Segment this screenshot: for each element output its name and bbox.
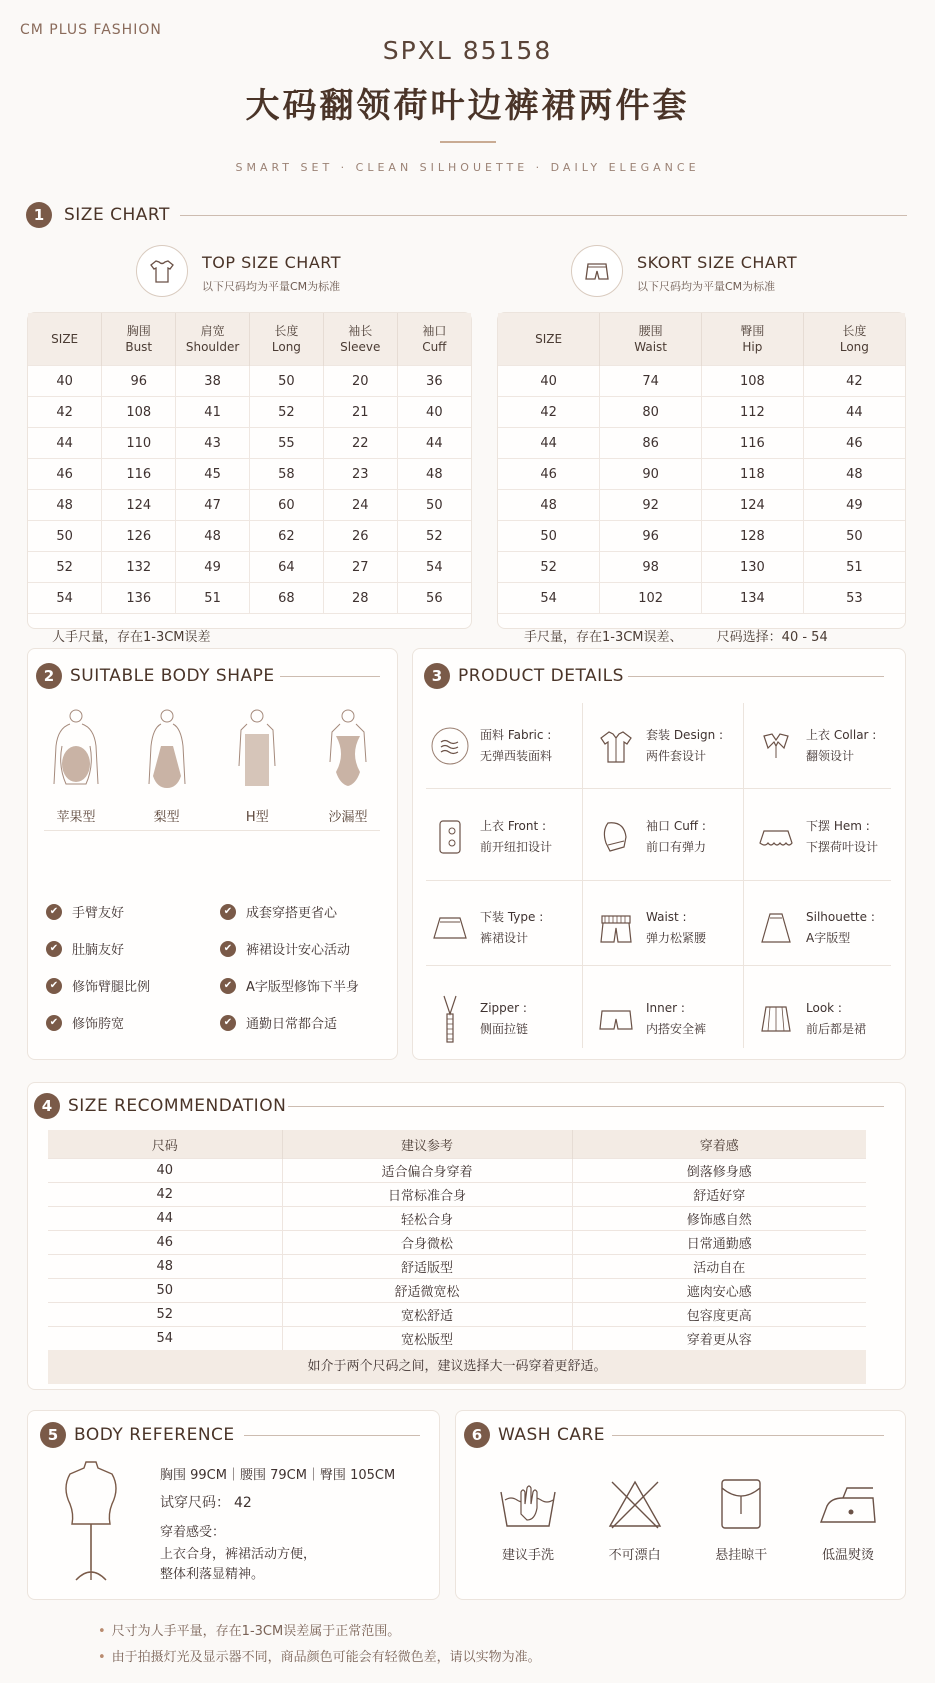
table-cell: 包容度更高: [572, 1303, 866, 1327]
h-body-icon: [225, 706, 289, 796]
table-cell: 130: [702, 552, 804, 583]
table-row: [28, 397, 471, 428]
shorts-icon: [571, 245, 623, 297]
table-cell: 54: [498, 583, 600, 614]
collar-icon: [756, 726, 796, 766]
table-cell: 遮肉安心感: [572, 1279, 866, 1303]
table-row: [498, 366, 905, 397]
body-shape-row: [44, 706, 380, 825]
table-cell: 64: [249, 552, 323, 583]
wash-care-row: [488, 1478, 888, 1563]
grid-divider: [743, 703, 744, 1048]
ruffle-hem-icon: [756, 817, 796, 857]
recommendation-table-wrap: [48, 1130, 866, 1384]
benefit-item: ✔ 通勤日常都合适: [220, 1004, 359, 1041]
table-cell: 宽松舒适: [282, 1303, 572, 1327]
table-cell: 40: [397, 397, 471, 428]
table-cell: 52: [498, 552, 600, 583]
detail-item-front: 上衣 Front : 前开纽扣设计: [428, 791, 594, 882]
page-title: 大码翻领荷叶边裤裙两件套: [245, 86, 690, 126]
table-cell: 49: [803, 490, 905, 521]
divider: [44, 830, 380, 831]
table-cell: 44: [498, 428, 600, 459]
benefit-item: ✔ 肚腩友好: [46, 930, 150, 967]
skort-chart-subtitle: 以下尺码均为平量CM为标准: [637, 280, 776, 293]
table-cell: 116: [102, 459, 176, 490]
shorts-icon: [596, 999, 636, 1039]
table-cell: 86: [600, 428, 702, 459]
table-row: [48, 1159, 866, 1183]
section-title-size-chart: SIZE CHART: [64, 205, 170, 225]
table-cell: 132: [102, 552, 176, 583]
table-row: [498, 583, 905, 614]
skort-note-range: 尺码选择：40 - 54: [716, 630, 828, 645]
footnote: • 尺寸为人手平量，存在1-3CM误差属于正常范围。: [98, 1624, 401, 1639]
table-cell: 90: [600, 459, 702, 490]
check-icon: ✔: [220, 941, 236, 957]
column-header: 臀围 Hip: [702, 313, 804, 366]
skort-note-error: 手尺量，存在1-3CM误差、: [524, 630, 683, 645]
apple-body-icon: [44, 706, 108, 796]
table-row: [28, 490, 471, 521]
table-cell: 21: [323, 397, 397, 428]
table-cell: 50: [397, 490, 471, 521]
section-divider: [628, 676, 884, 677]
shirt-icon: [596, 726, 636, 766]
table-cell: 116: [702, 428, 804, 459]
table-cell: 42: [28, 397, 102, 428]
table-cell: 48: [28, 490, 102, 521]
table-cell: 51: [803, 552, 905, 583]
table-cell: 110: [102, 428, 176, 459]
check-icon: ✔: [220, 904, 236, 920]
section-title-wash-care: WASH CARE: [498, 1425, 606, 1445]
table-cell: 48: [803, 459, 905, 490]
table-row: [498, 521, 905, 552]
top-chart-title: TOP SIZE CHART: [202, 253, 342, 272]
detail-item-silhouette: Silhouette : A字版型: [754, 882, 896, 973]
table-cell: 48: [397, 459, 471, 490]
body-shape-label: 梨型: [153, 810, 180, 825]
table-cell: 126: [102, 521, 176, 552]
body-shape-label: H型: [245, 810, 269, 825]
body-shape-item: [316, 706, 380, 825]
table-cell: 58: [249, 459, 323, 490]
wash-label: 悬挂晾干: [715, 1548, 768, 1563]
table-cell: 136: [102, 583, 176, 614]
table-cell: 128: [702, 521, 804, 552]
section-title-recommendation: SIZE RECOMMENDATION: [68, 1096, 287, 1116]
table-cell: 48: [48, 1255, 282, 1279]
table-cell: 54: [28, 583, 102, 614]
table-cell: 倒落修身感: [572, 1159, 866, 1183]
table-cell: 日常通勤感: [572, 1231, 866, 1255]
table-cell: 49: [176, 552, 250, 583]
table-cell: 24: [323, 490, 397, 521]
skort-size-table-card: [497, 312, 906, 645]
table-cell: 42: [498, 397, 600, 428]
recommendation-table: [48, 1130, 866, 1350]
table-cell: 日常标准合身: [282, 1183, 572, 1207]
table-cell: 112: [702, 397, 804, 428]
dress-form-icon: [58, 1458, 124, 1586]
table-cell: 52: [249, 397, 323, 428]
body-shape-item: [44, 706, 108, 825]
table-row: [48, 1255, 866, 1279]
feel-description: 上衣合身，裤裙活动方便， 整体利落显精神。: [160, 1547, 317, 1582]
table-cell: 92: [600, 490, 702, 521]
trial-size: 试穿尺码： 42: [160, 1495, 252, 1511]
column-header: 袖长 Sleeve: [323, 313, 397, 366]
benefit-item: ✔ 成套穿搭更省心: [220, 893, 359, 930]
table-cell: 54: [48, 1327, 282, 1351]
table-row: [498, 428, 905, 459]
wash-label: 不可漂白: [608, 1548, 661, 1563]
table-cell: 40: [48, 1159, 282, 1183]
detail-item-cuff: 袖口 Cuff : 前口有弹力: [594, 791, 754, 882]
skirt-look-icon: [756, 999, 796, 1039]
table-cell: 宽松版型: [282, 1327, 572, 1351]
tagline: SMART SET · CLEAN SILHOUETTE · DAILY ELEGANCE: [235, 161, 700, 174]
table-cell: 98: [600, 552, 702, 583]
table-cell: 96: [600, 521, 702, 552]
table-cell: 74: [600, 366, 702, 397]
table-cell: 68: [249, 583, 323, 614]
detail-item-fabric: 面料 Fabric : 无弹西装面料: [428, 700, 594, 791]
table-row: [48, 1327, 866, 1351]
table-cell: 42: [48, 1183, 282, 1207]
table-cell: 62: [249, 521, 323, 552]
section-number: 6: [464, 1422, 490, 1448]
table-cell: 48: [176, 521, 250, 552]
table-cell: 52: [48, 1303, 282, 1327]
product-details-grid: [428, 700, 896, 1064]
table-cell: 50: [803, 521, 905, 552]
skort-chart-title: SKORT SIZE CHART: [637, 253, 798, 272]
section-number: 3: [424, 663, 450, 689]
top-size-table-card: [27, 312, 472, 645]
table-cell: 55: [249, 428, 323, 459]
detail-item-type: 下装 Type : 裤裙设计: [428, 882, 594, 973]
hourglass-body-icon: [316, 706, 380, 796]
skort-chart-note: [498, 613, 905, 645]
table-cell: 46: [803, 428, 905, 459]
table-row: [28, 428, 471, 459]
table-cell: 适合偏合身穿着: [282, 1159, 572, 1183]
table-row: [28, 366, 471, 397]
section-number: 5: [40, 1422, 66, 1448]
table-cell: 102: [600, 583, 702, 614]
grid-divider: [582, 703, 583, 1048]
table-cell: 44: [397, 428, 471, 459]
column-header: 肩宽 Shoulder: [176, 313, 250, 366]
benefit-item: ✔ 手臂友好: [46, 893, 150, 930]
benefit-item: ✔ 修饰胯宽: [46, 1004, 150, 1041]
check-icon: ✔: [46, 978, 62, 994]
section-number: 4: [34, 1093, 60, 1119]
grid-divider: [426, 965, 891, 966]
body-shape-item: [135, 706, 199, 825]
table-cell: 舒适版型: [282, 1255, 572, 1279]
benefit-item: ✔ 裤裙设计安心活动: [220, 930, 359, 967]
body-shape-label: 苹果型: [56, 810, 96, 825]
table-cell: 60: [249, 490, 323, 521]
benefit-item: ✔ A字版型修饰下半身: [220, 967, 359, 1004]
table-cell: 50: [249, 366, 323, 397]
table-row: [48, 1207, 866, 1231]
table-cell: 54: [397, 552, 471, 583]
table-row: [498, 397, 905, 428]
top-size-table: [28, 313, 471, 613]
column-header: 袖口 Cuff: [397, 313, 471, 366]
table-row: [28, 521, 471, 552]
table-cell: 118: [702, 459, 804, 490]
body-measurements: 胸围 99CM｜腰围 79CM｜臀围 105CM: [160, 1468, 396, 1483]
section-title-body-reference: BODY REFERENCE: [74, 1425, 235, 1445]
elastic-waist-icon: [596, 908, 636, 948]
table-cell: 22: [323, 428, 397, 459]
table-cell: 50: [498, 521, 600, 552]
title-divider: [440, 141, 496, 143]
detail-item-waist: Waist : 弹力松紧腰: [594, 882, 754, 973]
table-cell: 46: [48, 1231, 282, 1255]
section-divider: [288, 1106, 884, 1107]
section-divider: [180, 215, 907, 216]
button-placket-icon: [430, 817, 470, 857]
detail-item-zipper: Zipper : 侧面拉链: [428, 973, 594, 1064]
wash-item: [595, 1478, 675, 1563]
detail-item-look: Look : 前后都是裙: [754, 973, 896, 1064]
table-row: [48, 1183, 866, 1207]
table-cell: 舒适微宽松: [282, 1279, 572, 1303]
table-cell: 40: [498, 366, 600, 397]
table-cell: 26: [323, 521, 397, 552]
section-number: 2: [36, 663, 62, 689]
table-cell: 38: [176, 366, 250, 397]
check-icon: ✔: [46, 941, 62, 957]
table-cell: 27: [323, 552, 397, 583]
table-row: [48, 1303, 866, 1327]
body-shape-item: [225, 706, 289, 825]
table-cell: 50: [28, 521, 102, 552]
table-cell: 40: [28, 366, 102, 397]
skort-icon: [430, 908, 470, 948]
hang-dry-icon: [710, 1478, 772, 1530]
table-cell: 活动自在: [572, 1255, 866, 1279]
table-row: [28, 552, 471, 583]
table-row: [498, 552, 905, 583]
top-chart-note: 人手尺量，存在1-3CM误差: [28, 613, 471, 645]
table-cell: 28: [323, 583, 397, 614]
section-number: 1: [26, 202, 52, 228]
table-cell: 23: [323, 459, 397, 490]
benefit-list-left: [46, 893, 150, 1041]
table-cell: 42: [803, 366, 905, 397]
table-row: [498, 490, 905, 521]
check-icon: ✔: [220, 978, 236, 994]
benefit-item: ✔ 修饰臂腿比例: [46, 967, 150, 1004]
table-cell: 46: [28, 459, 102, 490]
table-cell: 96: [102, 366, 176, 397]
table-cell: 48: [498, 490, 600, 521]
pear-body-icon: [135, 706, 199, 796]
table-cell: 47: [176, 490, 250, 521]
detail-item-design: 套装 Design : 两件套设计: [594, 700, 754, 791]
column-header: 胸围 Bust: [102, 313, 176, 366]
column-header: 腰围 Waist: [600, 313, 702, 366]
cuff-icon: [596, 817, 636, 857]
footnote: • 由于拍摄灯光及显示器不同，商品颜色可能会有轻微色差，请以实物为准。: [98, 1650, 541, 1665]
detail-item-collar: 上衣 Collar : 翻领设计: [754, 700, 896, 791]
fabric-waves-icon: [430, 726, 470, 766]
top-chart-subtitle: 以下尺码均为平量CM为标准: [202, 280, 341, 293]
table-cell: 20: [323, 366, 397, 397]
model-number: SPXL 85158: [382, 36, 553, 65]
table-cell: 轻松合身: [282, 1207, 572, 1231]
skort-size-table: [498, 313, 905, 613]
no-bleach-icon: [604, 1478, 666, 1530]
table-cell: 41: [176, 397, 250, 428]
section-divider: [612, 1435, 884, 1436]
wash-item: [701, 1478, 781, 1563]
wash-label: 低温熨烫: [821, 1548, 874, 1563]
column-header: 建议参考: [282, 1130, 572, 1159]
table-cell: 46: [498, 459, 600, 490]
table-cell: 124: [102, 490, 176, 521]
column-header: 长度 Long: [249, 313, 323, 366]
wash-label: 建议手洗: [501, 1548, 554, 1563]
table-cell: 52: [28, 552, 102, 583]
table-cell: 修饰感自然: [572, 1207, 866, 1231]
check-icon: ✔: [46, 1015, 62, 1031]
table-cell: 44: [28, 428, 102, 459]
table-row: [48, 1279, 866, 1303]
body-shape-label: 沙漏型: [328, 810, 368, 825]
check-icon: ✔: [46, 904, 62, 920]
recommendation-note: 如介于两个尺码之间，建议选择大一码穿着更舒适。: [48, 1350, 866, 1384]
column-header: 尺码: [48, 1130, 282, 1159]
table-row: [28, 459, 471, 490]
table-cell: 43: [176, 428, 250, 459]
feel-label: 穿着感受：: [160, 1525, 226, 1540]
benefit-list-right: [220, 893, 359, 1041]
table-cell: 124: [702, 490, 804, 521]
wash-item: [808, 1478, 888, 1563]
table-cell: 36: [397, 366, 471, 397]
table-cell: 53: [803, 583, 905, 614]
table-cell: 45: [176, 459, 250, 490]
table-cell: 舒适好穿: [572, 1183, 866, 1207]
table-cell: 合身微松: [282, 1231, 572, 1255]
grid-divider: [426, 880, 891, 881]
table-row: [498, 459, 905, 490]
low-iron-icon: [817, 1478, 879, 1530]
section-title-body-shape: SUITABLE BODY SHAPE: [70, 666, 275, 686]
a-line-skirt-icon: [756, 908, 796, 948]
grid-divider: [426, 788, 891, 789]
table-cell: 108: [702, 366, 804, 397]
column-header: SIZE: [28, 313, 102, 366]
wash-item: [488, 1478, 568, 1563]
column-header: SIZE: [498, 313, 600, 366]
section-title-product-details: PRODUCT DETAILS: [458, 666, 624, 686]
table-cell: 108: [102, 397, 176, 428]
section-divider: [244, 1435, 420, 1436]
hand-wash-icon: [497, 1478, 559, 1530]
detail-item-inner: Inner : 内搭安全裤: [594, 973, 754, 1064]
table-cell: 51: [176, 583, 250, 614]
zipper-icon: [430, 992, 470, 1046]
table-cell: 52: [397, 521, 471, 552]
check-icon: ✔: [220, 1015, 236, 1031]
table-cell: 56: [397, 583, 471, 614]
table-cell: 134: [702, 583, 804, 614]
section-divider: [280, 676, 380, 677]
column-header: 长度 Long: [803, 313, 905, 366]
table-cell: 44: [48, 1207, 282, 1231]
table-row: [48, 1231, 866, 1255]
table-cell: 穿着更从容: [572, 1327, 866, 1351]
table-cell: 80: [600, 397, 702, 428]
table-row: [28, 583, 471, 614]
brand-name: CM PLUS FASHION: [20, 22, 162, 38]
table-cell: 50: [48, 1279, 282, 1303]
table-cell: 44: [803, 397, 905, 428]
shirt-icon: [136, 245, 188, 297]
column-header: 穿着感: [572, 1130, 866, 1159]
detail-item-hem: 下摆 Hem : 下摆荷叶设计: [754, 791, 896, 882]
